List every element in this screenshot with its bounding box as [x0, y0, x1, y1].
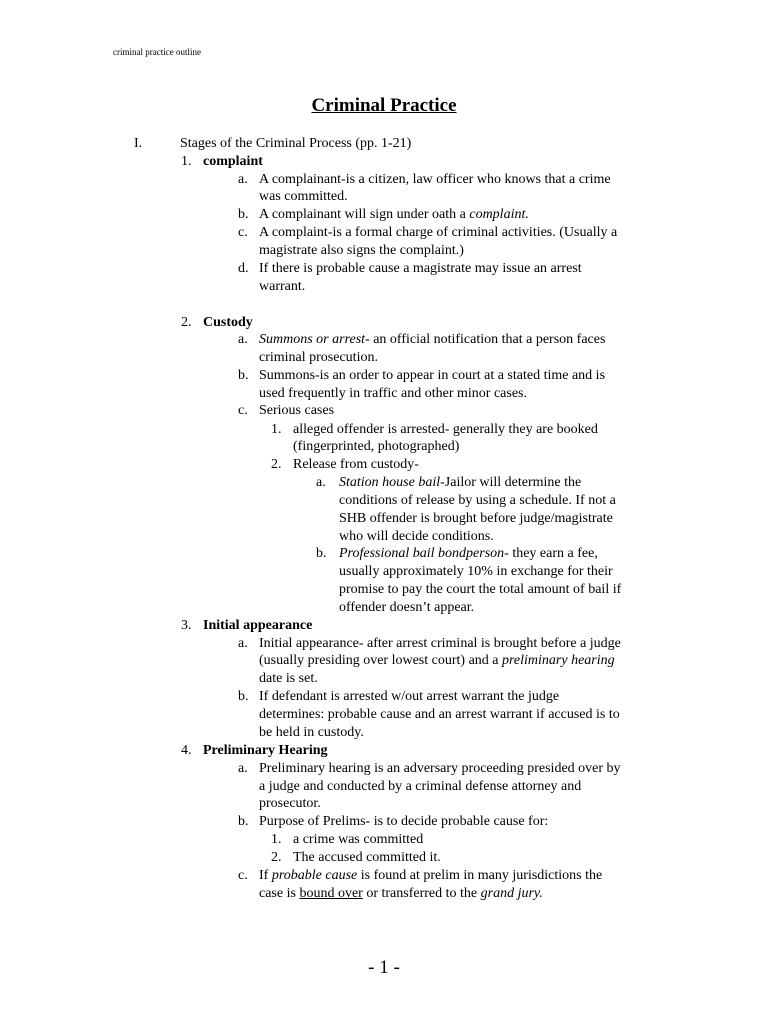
item-2c2b-line2: usually approximately 10% in exchange for their [339, 564, 613, 579]
item-4c-line2-italic: grand jury. [480, 886, 543, 901]
item-1b-italic: complaint. [469, 207, 529, 222]
item-3b-line3: be held in custody. [259, 725, 364, 740]
item-2c2b-italic: Professional bail bondperson [339, 546, 505, 561]
item-3a-line3: date is set. [259, 671, 318, 686]
item-3b-marker: b. [238, 689, 249, 704]
item-2c1-line1: alleged offender is arrested- generally they are booked [293, 422, 598, 437]
item-1c-line2: magistrate also signs the complaint.) [259, 243, 464, 258]
item-1a-line1: A complainant-is a citizen, law officer who knows that a crime [259, 172, 611, 187]
item-2c1-marker: 1. [271, 422, 282, 437]
item-2c2b-rest: - they earn a fee, [504, 546, 598, 561]
item-2c1-line2: (fingerprinted, photographed) [293, 439, 460, 454]
running-header: criminal practice outline [113, 47, 201, 57]
item-2a-rest: - an official notification that a person faces [365, 332, 606, 347]
item-2-heading: Custody [203, 315, 253, 330]
item-2c-text: Serious cases [259, 403, 335, 418]
item-2b-line1: Summons-is an order to appear in court at a stated time and is [259, 368, 606, 383]
item-2a-line2: criminal prosecution. [259, 350, 378, 365]
item-1c-marker: c. [238, 225, 248, 240]
section-heading: Stages of the Criminal Process (pp. 1-21) [180, 136, 412, 151]
item-2a-italic: Summons or arrest [259, 332, 366, 347]
item-3a-line2-italic: preliminary hearing [502, 653, 615, 668]
item-4b-marker: b. [238, 814, 249, 829]
item-2c2a-line4: who will decide conditions. [339, 529, 494, 544]
item-2c-marker: c. [238, 403, 248, 418]
item-1b-marker: b. [238, 207, 249, 222]
item-4b2-marker: 2. [271, 850, 282, 865]
item-4-marker: 4. [181, 743, 192, 758]
item-2c2-text: Release from custody- [293, 457, 419, 472]
item-3b-line2: determines: probable cause and an arrest warrant if accused is to [259, 707, 620, 722]
item-4a-line1: Preliminary hearing is an adversary proceeding presided over by [259, 761, 621, 776]
item-2c2b-line3: promise to pay the court the total amount of bail if [339, 582, 622, 597]
item-1d-marker: d. [238, 261, 249, 276]
item-2-marker: 2. [181, 315, 192, 330]
page-number: - 1 - [368, 957, 400, 978]
item-3a-marker: a. [238, 636, 248, 651]
item-4c-line2 [259, 885, 543, 903]
item-2c2-marker: 2. [271, 457, 282, 472]
item-3-heading: Initial appearance [203, 618, 313, 633]
item-1-heading: complaint [203, 154, 263, 169]
item-2c2b-line4: offender doesn’t appear. [339, 600, 475, 615]
item-1-marker: 1. [181, 154, 192, 169]
item-2a-line1 [259, 331, 605, 349]
section-marker: I. [134, 136, 143, 151]
item-4c-line2-underlined: bound over [299, 886, 363, 901]
item-4-heading: Preliminary Hearing [203, 743, 328, 758]
item-2c2a-rest: -Jailor will determine the [440, 475, 582, 490]
item-4a-line3: prosecutor. [259, 796, 321, 811]
item-1a-line2: was committed. [259, 189, 348, 204]
item-2a-marker: a. [238, 332, 248, 347]
item-1d-line1: If there is probable cause a magistrate may issue an arrest [259, 261, 582, 276]
item-2b-marker: b. [238, 368, 249, 383]
item-1a-marker: a. [238, 172, 248, 187]
item-4a-line2: a judge and conducted by a criminal defense attorney and [259, 779, 582, 794]
item-2c2b-line1 [339, 545, 598, 563]
item-4b1-text: a crime was committed [293, 832, 424, 847]
item-2c2b-marker: b. [316, 546, 327, 561]
item-3b-line1: If defendant is arrested w/out arrest warrant the judge [259, 689, 560, 704]
item-2c2a-marker: a. [316, 475, 326, 490]
item-4b-text: Purpose of Prelims- is to decide probable cause for: [259, 814, 549, 829]
item-4c-marker: c. [238, 868, 248, 883]
item-1d-line2: warrant. [259, 279, 306, 294]
item-4c-line2-mid: or transferred to the [362, 886, 481, 901]
item-1b-text [259, 206, 529, 224]
item-3-marker: 3. [181, 618, 192, 633]
item-4c-line1 [259, 867, 602, 885]
item-3a-line2-plain: (usually presiding over lowest court) and a [259, 653, 502, 668]
item-4b2-text: The accused committed it. [293, 850, 441, 865]
page-title: Criminal Practice [311, 95, 457, 116]
item-2c2a-line1 [339, 474, 581, 492]
item-3a-line2 [259, 652, 615, 670]
item-4c-mid: is found at prelim in many jurisdictions the [357, 868, 603, 883]
item-4b1-marker: 1. [271, 832, 282, 847]
item-1c-line1: A complaint-is a formal charge of criminal activities. (Usually a [259, 225, 618, 240]
item-2c2a-line3: SHB offender is brought before judge/magistrate [339, 511, 613, 526]
item-2c2a-line2: conditions of release by using a schedule. If not a [339, 493, 616, 508]
item-2c2a-italic: Station house bail [339, 475, 441, 490]
item-4c-pre: If [259, 868, 272, 883]
item-4c-line2-pre: case is [259, 886, 300, 901]
item-4c-italic: probable cause [271, 868, 358, 883]
item-2b-line2: used frequently in traffic and other minor cases. [259, 386, 527, 401]
item-1b-plain: A complainant will sign under oath a [259, 207, 470, 222]
item-4a-marker: a. [238, 761, 248, 776]
item-3a-line1: Initial appearance- after arrest criminal is brought before a judge [259, 636, 621, 651]
